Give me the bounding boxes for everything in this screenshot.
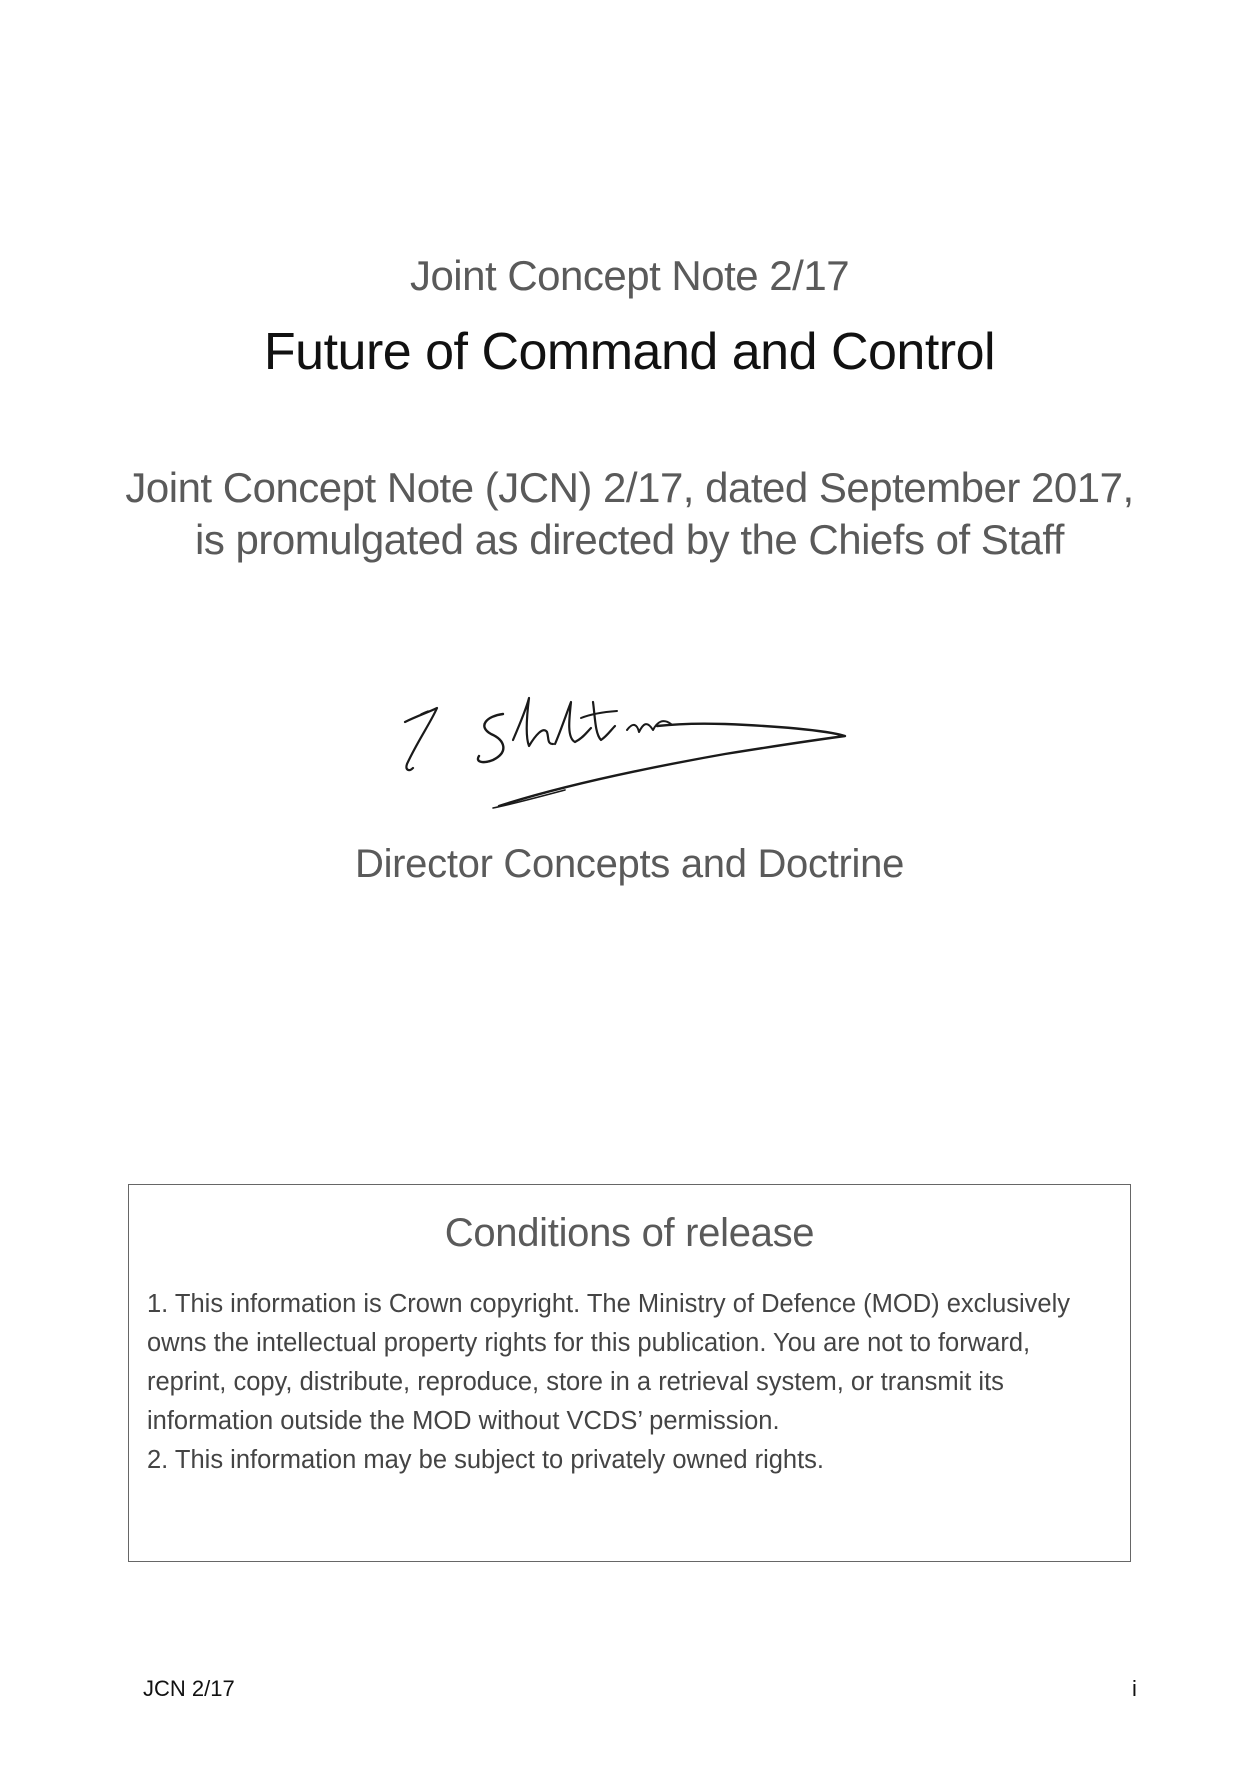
conditions-heading: Conditions of release [444,1211,815,1255]
footer-doc-ref: JCN 2/17 [143,1676,235,1701]
signature-icon [395,680,865,815]
condition-item: 1. This information is Crown copyright. The Ministry of Defence (MOD) exclusively owns the intellectual property rights for this publication. You are not to forward, reprint, copy, distribute, reproduce, store in a retrieval system, or transmit its information outside the MOD without VCDS’ permission. [147,1290,1071,1435]
doc-number: Joint Concept Note 2/17 [409,252,850,299]
promulgation-line-2: is promulgated as directed by the Chiefs of Staff [195,516,1064,563]
conditions-of-release-box [128,1184,1131,1562]
promulgation-statement [0,462,1259,566]
condition-item: 2. This information may be subject to privately owned rights. [147,1446,825,1474]
signatory-title: Director Concepts and Doctrine [354,842,905,886]
promulgation-line-1: Joint Concept Note (JCN) 2/17, dated September 2017, [125,464,1134,511]
page-number: i [1132,1676,1137,1701]
page-title: Future of Command and Control [263,323,996,381]
